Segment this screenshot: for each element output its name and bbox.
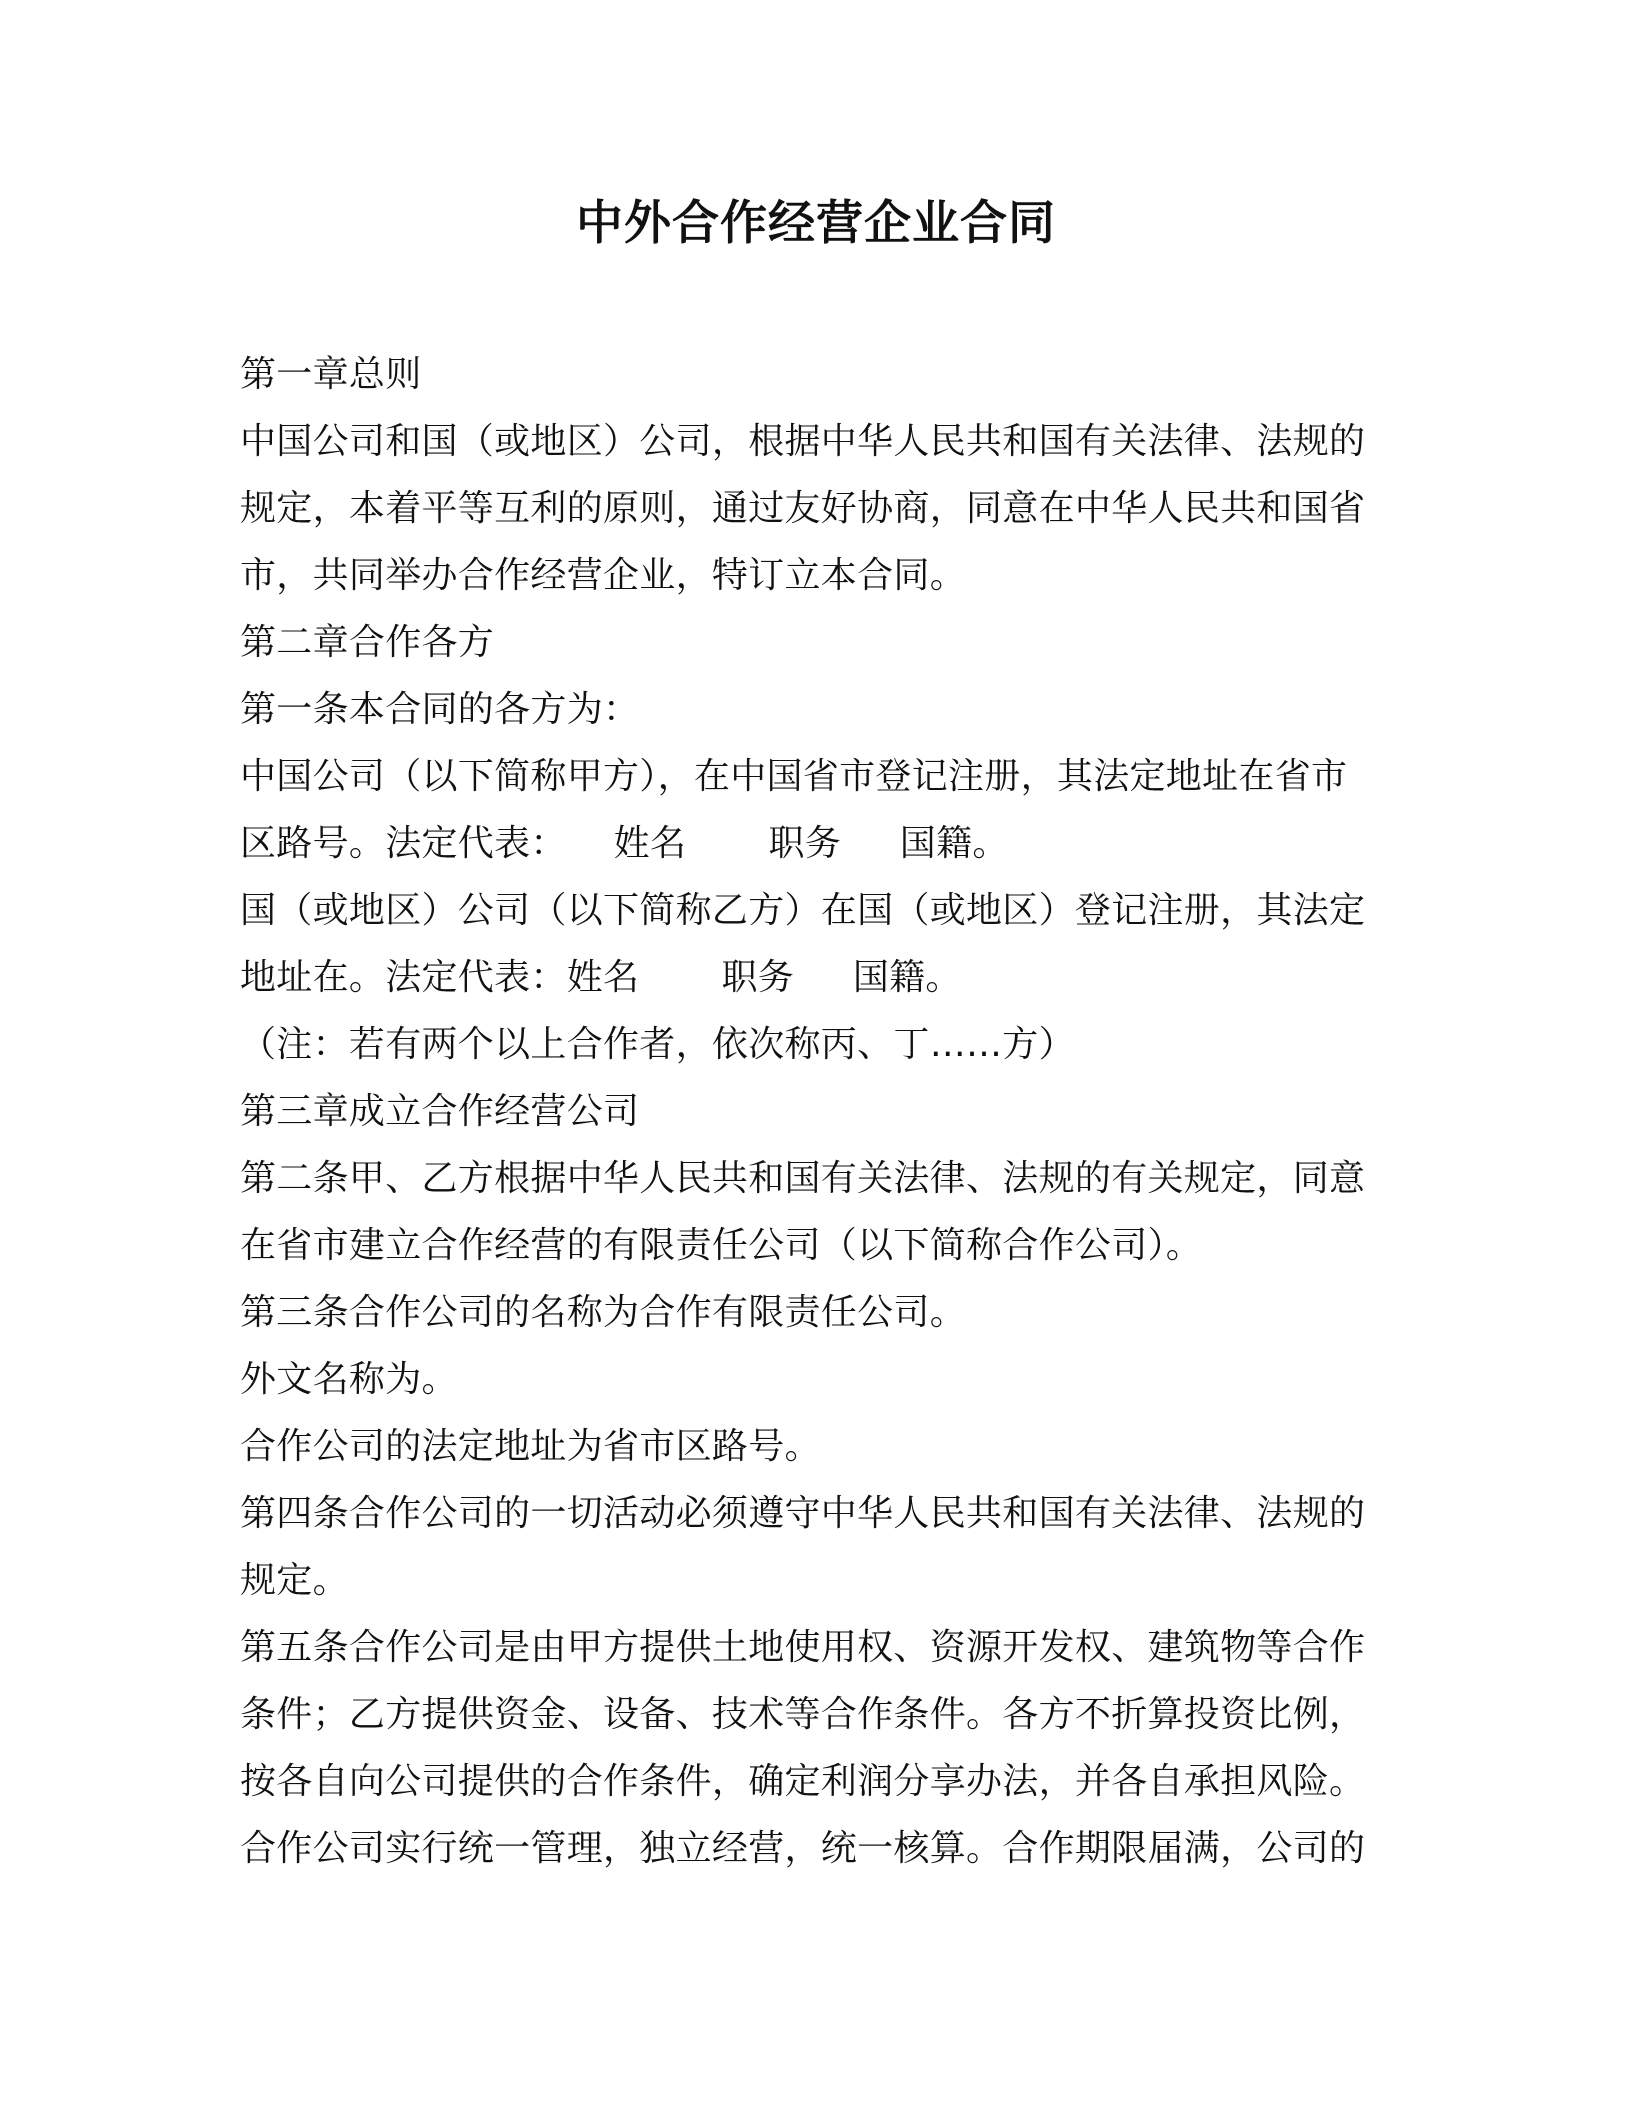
article-line: 第一条本合同的各方为： [240, 689, 640, 730]
document-title: 中外合作经营企业合同 [576, 196, 1056, 251]
paragraph-line: 市，共同举办合作经营企业，特订立本合同。 [240, 555, 967, 596]
paragraph-line: 外文名称为。 [240, 1359, 458, 1400]
paragraph-line: 规定。 [240, 1560, 349, 1601]
chapter-heading: 第一章总则 [240, 354, 422, 395]
chapter-heading: 第二章合作各方 [240, 622, 495, 663]
chapter-heading: 第三章成立合作经营公司 [240, 1091, 640, 1132]
paragraph-line: 地址在。法定代表：姓名 职务 国籍。 [240, 957, 962, 998]
paragraph-line: 国（或地区）公司（以下简称乙方）在国（或地区）登记注册，其法定 [240, 890, 1366, 931]
paragraph-line: 规定，本着平等互利的原则，通过友好协商，同意在中华人民共和国省 [240, 488, 1366, 529]
article-line: 第二条甲、乙方根据中华人民共和国有关法律、法规的有关规定，同意 [240, 1158, 1366, 1199]
document-body [240, 341, 1390, 1882]
paragraph-line: 中国公司和国（或地区）公司，根据中华人民共和国有关法律、法规的 [240, 421, 1366, 462]
paragraph-line: 在省市建立合作经营的有限责任公司（以下简称合作公司）。 [240, 1225, 1203, 1266]
paragraph-line: 中国公司（以下简称甲方），在中国省市登记注册，其法定地址在省市 [240, 756, 1348, 797]
note-line: （注：若有两个以上合作者，依次称丙、丁……方） [240, 1024, 1075, 1065]
paragraph-line: 区路号。法定代表： 姓名 职务 国籍。 [240, 823, 1009, 864]
paragraph-line: 合作公司实行统一管理，独立经营，统一核算。合作期限届满，公司的 [240, 1828, 1366, 1869]
paragraph-line: 合作公司的法定地址为省市区路号。 [240, 1426, 821, 1467]
paragraph-line: 按各自向公司提供的合作条件，确定利润分享办法，并各自承担风险。 [240, 1761, 1366, 1802]
article-line: 第三条合作公司的名称为合作有限责任公司。 [240, 1292, 967, 1333]
article-line: 第五条合作公司是由甲方提供土地使用权、资源开发权、建筑物等合作 [240, 1627, 1366, 1668]
paragraph-line: 条件；乙方提供资金、设备、技术等合作条件。各方不折算投资比例， [240, 1694, 1366, 1735]
article-line: 第四条合作公司的一切活动必须遵守中华人民共和国有关法律、法规的 [240, 1493, 1366, 1534]
